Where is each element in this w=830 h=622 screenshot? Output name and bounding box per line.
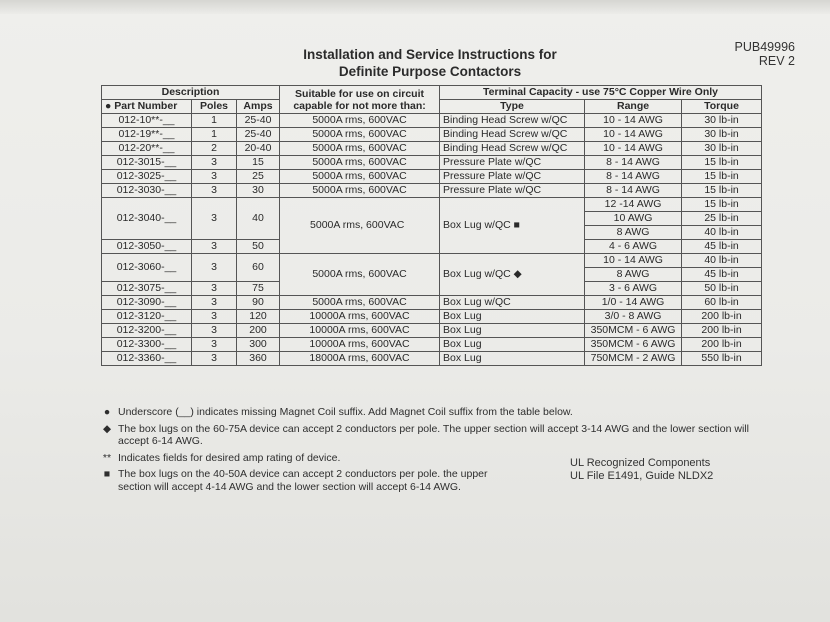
- cell-type: Box Lug w/QC ■: [440, 198, 585, 254]
- cell-suitable: 5000A rms, 600VAC: [280, 114, 440, 128]
- cell-range: 1/0 - 14 AWG: [585, 296, 682, 310]
- header-terminal-capacity: Terminal Capacity - use 75°C Copper Wire Only: [440, 86, 762, 100]
- cell-range: 350MCM - 6 AWG: [585, 324, 682, 338]
- cell-range: 8 AWG: [585, 226, 682, 240]
- cell-suitable: 5000A rms, 600VAC: [280, 128, 440, 142]
- cell-poles: 3: [192, 338, 237, 352]
- header-range: Range: [585, 100, 682, 114]
- cell-torque: 30 lb-in: [682, 114, 762, 128]
- cell-torque: 550 lb-in: [682, 352, 762, 366]
- cell-amps: 40: [237, 198, 280, 240]
- cell-torque: 30 lb-in: [682, 128, 762, 142]
- ul-recognition: [570, 457, 780, 483]
- cell-torque: 200 lb-in: [682, 338, 762, 352]
- cell-suitable: 5000A rms, 600VAC: [280, 170, 440, 184]
- cell-torque: 15 lb-in: [682, 184, 762, 198]
- cell-range: 10 - 14 AWG: [585, 254, 682, 268]
- cell-range: 8 - 14 AWG: [585, 170, 682, 184]
- cell-part: 012-3015-__: [102, 156, 192, 170]
- cell-suitable: 18000A rms, 600VAC: [280, 352, 440, 366]
- cell-range: 4 - 6 AWG: [585, 240, 682, 254]
- header-description: Description: [102, 86, 280, 100]
- cell-poles: 3: [192, 352, 237, 366]
- square-icon: ■: [103, 468, 111, 480]
- background-strip: [0, 0, 830, 14]
- cell-torque: 45 lb-in: [682, 268, 762, 282]
- cell-part: 012-3360-__: [102, 352, 192, 366]
- cell-amps: 25: [237, 170, 280, 184]
- cell-part: 012-3050-__: [102, 240, 192, 254]
- cell-part: 012-3040-__: [102, 198, 192, 240]
- table-row: [102, 254, 762, 268]
- table-row: [102, 142, 762, 156]
- cell-range: 8 - 14 AWG: [585, 156, 682, 170]
- cell-torque: 40 lb-in: [682, 254, 762, 268]
- cell-torque: 25 lb-in: [682, 212, 762, 226]
- cell-poles: 3: [192, 170, 237, 184]
- note-40-50a: [100, 468, 518, 493]
- cell-part: 012-3090-__: [102, 296, 192, 310]
- cell-type: Box Lug: [440, 324, 585, 338]
- cell-range: 750MCM - 2 AWG: [585, 352, 682, 366]
- cell-range: 10 - 14 AWG: [585, 142, 682, 156]
- page-title: [250, 46, 610, 80]
- asterisk-icon: **: [102, 451, 112, 464]
- cell-poles: 1: [192, 114, 237, 128]
- cell-range: 8 - 14 AWG: [585, 184, 682, 198]
- cell-amps: 15: [237, 156, 280, 170]
- cell-type: Pressure Plate w/QC: [440, 156, 585, 170]
- cell-torque: 60 lb-in: [682, 296, 762, 310]
- cell-poles: 3: [192, 156, 237, 170]
- cell-amps: 25-40: [237, 128, 280, 142]
- cell-suitable: 10000A rms, 600VAC: [280, 324, 440, 338]
- cell-part: 012-19**-__: [102, 128, 192, 142]
- revision: REV 2: [758, 54, 795, 68]
- diamond-icon: ◆: [102, 422, 112, 435]
- cell-suitable: 5000A rms, 600VAC: [280, 184, 440, 198]
- footnotes: [100, 406, 780, 497]
- note-underscore: [100, 406, 780, 419]
- cell-part: 012-3030-__: [102, 184, 192, 198]
- cell-suitable: 5000A rms, 600VAC: [280, 156, 440, 170]
- pub-number: PUB49996: [734, 40, 795, 54]
- cell-poles: 1: [192, 128, 237, 142]
- header-suitable: Suitable for use on circuit capable for not more than:: [280, 86, 440, 114]
- contactor-spec-table: [101, 85, 762, 366]
- note-text: Underscore (__) indicates missing Magnet Coil suffix. Add Magnet Coil suffix from the table below.: [118, 406, 573, 418]
- cell-torque: 40 lb-in: [682, 226, 762, 240]
- cell-type: Pressure Plate w/QC: [440, 170, 585, 184]
- ul-line-1: UL Recognized Components: [570, 457, 711, 469]
- table-row: [102, 156, 762, 170]
- publication-id: [660, 40, 795, 68]
- header-type: Type: [440, 100, 585, 114]
- table-row: [102, 170, 762, 184]
- note-text: Indicates fields for desired amp rating of device.: [118, 451, 341, 464]
- table-row: [102, 184, 762, 198]
- table-row: [102, 198, 762, 212]
- cell-part: 012-3060-__: [102, 254, 192, 282]
- cell-type: Binding Head Screw w/QC: [440, 142, 585, 156]
- cell-range: 10 AWG: [585, 212, 682, 226]
- cell-part: 012-3075-__: [102, 282, 192, 296]
- cell-type: Box Lug: [440, 338, 585, 352]
- table-row: [102, 296, 762, 310]
- cell-range: 3/0 - 8 AWG: [585, 310, 682, 324]
- cell-amps: 75: [237, 282, 280, 296]
- cell-part: 012-3120-__: [102, 310, 192, 324]
- header-torque: Torque: [682, 100, 762, 114]
- cell-type: Box Lug w/QC: [440, 296, 585, 310]
- note-60-75a: [100, 423, 780, 448]
- cell-range: 10 - 14 AWG: [585, 114, 682, 128]
- cell-part: 012-10**-__: [102, 114, 192, 128]
- note-text: The box lugs on the 60-75A device can accept 2 conductors per pole. The upper section will accept 3-14 AWG and the lower section will accept 6-14 AWG.: [118, 422, 749, 447]
- cell-torque: 15 lb-in: [682, 156, 762, 170]
- table-row: [102, 338, 762, 352]
- cell-amps: 30: [237, 184, 280, 198]
- cell-amps: 20-40: [237, 142, 280, 156]
- cell-poles: 3: [192, 254, 237, 282]
- cell-type: Pressure Plate w/QC: [440, 184, 585, 198]
- cell-torque: 50 lb-in: [682, 282, 762, 296]
- cell-range: 350MCM - 6 AWG: [585, 338, 682, 352]
- cell-amps: 90: [237, 296, 280, 310]
- table-row: [102, 310, 762, 324]
- cell-poles: 3: [192, 310, 237, 324]
- cell-type: Box Lug: [440, 310, 585, 324]
- cell-poles: 3: [192, 324, 237, 338]
- cell-torque: 15 lb-in: [682, 170, 762, 184]
- cell-range: 12 -14 AWG: [585, 198, 682, 212]
- cell-amps: 25-40: [237, 114, 280, 128]
- cell-amps: 50: [237, 240, 280, 254]
- cell-suitable: 5000A rms, 600VAC: [280, 142, 440, 156]
- table-row: [102, 352, 762, 366]
- ul-line-2: UL File E1491, Guide NLDX2: [570, 470, 714, 482]
- cell-poles: 3: [192, 240, 237, 254]
- cell-suitable: 5000A rms, 600VAC: [280, 254, 440, 296]
- cell-type: Binding Head Screw w/QC: [440, 114, 585, 128]
- cell-torque: 200 lb-in: [682, 310, 762, 324]
- cell-type: Binding Head Screw w/QC: [440, 128, 585, 142]
- cell-part: 012-3025-__: [102, 170, 192, 184]
- title-line-1: Installation and Service Instructions for: [303, 47, 557, 62]
- cell-torque: 200 lb-in: [682, 324, 762, 338]
- cell-suitable: 10000A rms, 600VAC: [280, 310, 440, 324]
- cell-poles: 3: [192, 184, 237, 198]
- title-line-2: Definite Purpose Contactors: [338, 64, 522, 79]
- cell-torque: 15 lb-in: [682, 198, 762, 212]
- cell-amps: 120: [237, 310, 280, 324]
- cell-amps: 300: [237, 338, 280, 352]
- cell-amps: 360: [237, 352, 280, 366]
- cell-amps: 200: [237, 324, 280, 338]
- table-row: [102, 114, 762, 128]
- header-part-number: ● Part Number: [102, 100, 192, 114]
- table-row: [102, 128, 762, 142]
- cell-poles: 3: [192, 282, 237, 296]
- cell-amps: 60: [237, 254, 280, 282]
- table-row: [102, 324, 762, 338]
- cell-torque: 30 lb-in: [682, 142, 762, 156]
- cell-suitable: 5000A rms, 600VAC: [280, 296, 440, 310]
- header-poles: Poles: [192, 100, 237, 114]
- cell-torque: 45 lb-in: [682, 240, 762, 254]
- cell-poles: 3: [192, 296, 237, 310]
- cell-type: Box Lug w/QC ◆: [440, 254, 585, 296]
- cell-range: 8 AWG: [585, 268, 682, 282]
- cell-suitable: 5000A rms, 600VAC: [280, 198, 440, 254]
- cell-part: 012-3300-__: [102, 338, 192, 352]
- note-text: The box lugs on the 40-50A device can accept 2 conductors per pole. the upper section will accept 4-14 AWG and the lower section will accept 6-14 AWG.: [118, 468, 488, 493]
- cell-range: 10 - 14 AWG: [585, 128, 682, 142]
- cell-poles: 2: [192, 142, 237, 156]
- cell-type: Box Lug: [440, 352, 585, 366]
- cell-range: 3 - 6 AWG: [585, 282, 682, 296]
- cell-part: 012-3200-__: [102, 324, 192, 338]
- cell-part: 012-20**-__: [102, 142, 192, 156]
- header-amps: Amps: [237, 100, 280, 114]
- cell-poles: 3: [192, 198, 237, 240]
- bullet-icon: ●: [103, 406, 111, 418]
- cell-suitable: 10000A rms, 600VAC: [280, 338, 440, 352]
